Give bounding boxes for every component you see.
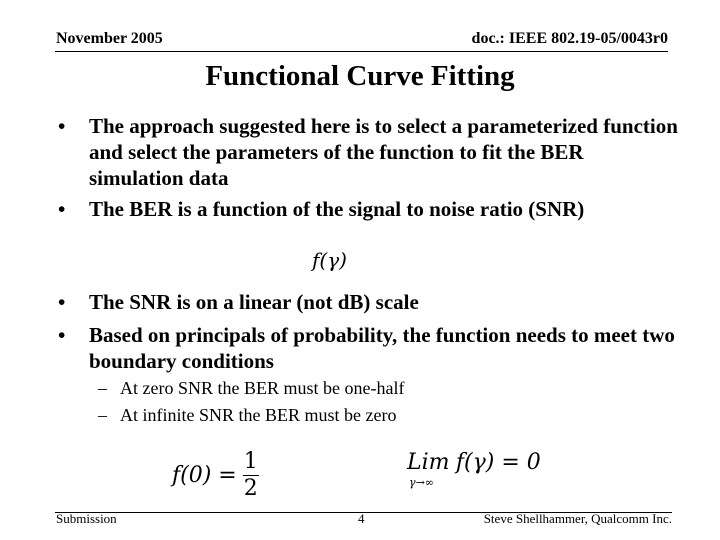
bullet-marker: •: [58, 197, 66, 221]
sub-bullet-marker: –: [98, 405, 107, 425]
bullet-item: [58, 322, 678, 374]
bullet-text: Based on principals of probability, the function needs to meet two boundary conditions: [89, 323, 675, 373]
fraction-numerator: 1: [243, 449, 258, 474]
bullet-marker: •: [58, 323, 66, 347]
fraction-denominator: 2: [243, 476, 258, 501]
sub-bullet-text: At infinite SNR the BER must be zero: [120, 405, 397, 425]
sub-bullet-item: [98, 377, 404, 399]
bullet-text: The BER is a function of the signal to noise ratio (SNR): [89, 197, 585, 221]
equation-lhs: f(0) =: [172, 463, 237, 488]
slide-title: Functional Curve Fitting: [205, 60, 515, 92]
limit-operator: Lim: [407, 450, 450, 475]
bullet-text: The SNR is on a linear (not dB) scale: [89, 290, 419, 314]
bullet-text: The approach suggested here is to select a parameterized function and select the parameters of the function to fit the BER simulation data: [89, 114, 678, 190]
sub-bullet-marker: –: [98, 378, 107, 398]
sub-bullet-item: [98, 404, 396, 426]
bullet-item: [58, 113, 678, 191]
bullet-item: [58, 196, 678, 222]
bullet-item: [58, 289, 678, 315]
header-doc-id: doc.: IEEE 802.19-05/0043r0: [471, 30, 668, 47]
sub-bullet-text: At zero SNR the BER must be one-half: [120, 378, 405, 398]
limit-expression: f(γ) = 0: [455, 450, 541, 475]
limit-subscript: γ→∞: [409, 476, 434, 489]
header-date: November 2005: [56, 30, 163, 47]
equation-f-gamma: f(γ): [312, 248, 347, 272]
bullet-marker: •: [58, 114, 66, 138]
equation-f-zero: [172, 450, 259, 501]
equation-limit: [407, 450, 541, 489]
page-number: 4: [358, 511, 365, 526]
bullet-marker: •: [58, 290, 66, 314]
header-divider: [55, 51, 668, 52]
fraction-one-half: [243, 450, 259, 501]
footer-submission: Submission: [56, 511, 117, 526]
footer-author: Steve Shellhammer, Qualcomm Inc.: [483, 511, 672, 526]
